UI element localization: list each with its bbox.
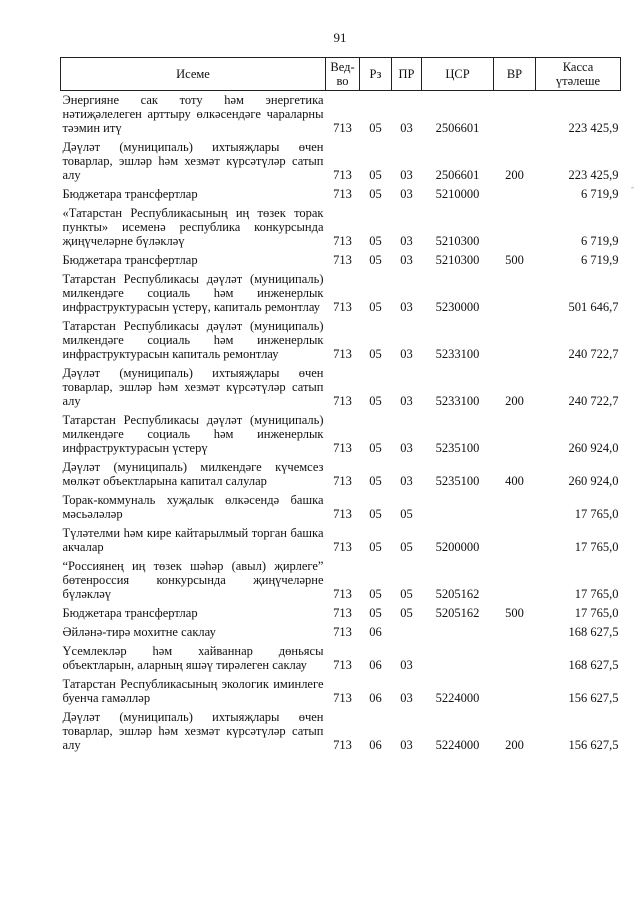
row-dept: 713 (333, 606, 352, 620)
table-row (61, 708, 621, 755)
row-pr: 03 (400, 347, 413, 361)
row-csr: 5235100 (435, 441, 480, 455)
table-row (61, 138, 621, 185)
row-pr: 03 (400, 691, 413, 705)
row-csr: 5205162 (435, 587, 480, 601)
row-csr: 5210300 (435, 234, 480, 248)
row-rz: 06 (369, 658, 382, 672)
table-row (61, 458, 621, 491)
row-csr (422, 491, 494, 524)
column-header-rz: Рз (360, 58, 392, 91)
row-cash: 223 425,9 (568, 121, 619, 135)
table-row (61, 675, 621, 708)
row-pr: 05 (400, 606, 413, 620)
row-name: Торак-коммуналь хуҗалык өлкәсендә башка мәсьәләләр (62, 493, 324, 521)
row-vr (494, 411, 536, 458)
row-name: “Россиянең иң төзек шәһәр (авыл) җирлеге” бөтенроссия конкурсында җиңүчеләрне бүләкләү (62, 559, 324, 601)
row-cash: 260 924,0 (568, 474, 619, 488)
row-name: Түләтелми һәм кире кайтарылмый торган башка акчалар (62, 526, 324, 554)
row-vr (494, 675, 536, 708)
row-rz: 05 (369, 347, 382, 361)
row-pr: 05 (400, 507, 413, 521)
row-name: Татарстан Республикасы дәүләт (муниципаль) милкендәге социаль һәм инженерлык инфраструктурасын капиталь ремонтлау (62, 319, 324, 361)
table-row (61, 411, 621, 458)
row-pr: 03 (400, 121, 413, 135)
row-csr (422, 642, 494, 675)
row-cash: 17 765,0 (574, 540, 619, 554)
row-csr: 5233100 (435, 347, 480, 361)
row-rz: 05 (369, 394, 382, 408)
row-cash: 156 627,5 (568, 691, 619, 705)
row-name: Дәүләт (муниципаль) ихтыяҗлары өчен товарлар, эшләр һәм хезмәт күрсәтүләр сатып алу (62, 710, 324, 752)
row-vr (494, 557, 536, 604)
row-csr: 5200000 (435, 540, 480, 554)
row-rz: 05 (369, 168, 382, 182)
row-rz: 06 (369, 738, 382, 752)
table-header-row (61, 58, 621, 91)
row-vr (494, 623, 536, 642)
row-name: Дәүләт (муниципаль) ихтыяҗлары өчен товарлар, эшләр һәм хезмәт күрсәтүләр сатып алу (62, 366, 324, 408)
row-vr (494, 317, 536, 364)
row-dept: 713 (333, 187, 352, 201)
column-header-pr: ПР (392, 58, 422, 91)
column-header-name: Исеме (61, 58, 326, 91)
row-vr: 200 (505, 738, 524, 752)
row-dept: 713 (333, 121, 352, 135)
table-row (61, 491, 621, 524)
row-vr: 400 (505, 474, 524, 488)
row-dept: 713 (333, 347, 352, 361)
column-header-dept: Вед- во (326, 58, 360, 91)
row-cash: 17 765,0 (574, 507, 619, 521)
row-cash: 240 722,7 (568, 347, 619, 361)
row-cash: 501 646,7 (568, 300, 619, 314)
table-body (61, 91, 621, 756)
table-row (61, 185, 621, 204)
row-pr: 03 (400, 658, 413, 672)
row-dept: 713 (333, 441, 352, 455)
row-vr (494, 91, 536, 139)
table-row (61, 251, 621, 270)
row-csr: 5205162 (435, 606, 480, 620)
row-rz: 05 (369, 606, 382, 620)
row-name: Энергияне сак тоту һәм энергетика нәтиҗәлелеген арттыру өлкәсендәге чараларны тәэмин итү (62, 93, 324, 135)
row-pr: 03 (400, 394, 413, 408)
row-name: Әйләнә-тирә мохитне саклау (62, 625, 216, 639)
row-vr (494, 642, 536, 675)
row-rz: 05 (369, 587, 382, 601)
row-vr: 500 (505, 253, 524, 267)
column-header-cash: Касса үтәлеше (536, 58, 621, 91)
row-name: Татарстан Республикасы дәүләт (муниципаль) милкендәге социаль һәм инженерлык инфраструктурасын үстерү, капиталь ремонтлау (62, 272, 324, 314)
table-row (61, 91, 621, 139)
row-name: Татарстан Республикасы дәүләт (муниципаль) милкендәге социаль һәм инженерлык инфраструктурасын үстерү (62, 413, 324, 455)
table-row (61, 604, 621, 623)
row-csr: 5224000 (435, 691, 480, 705)
row-dept: 713 (333, 587, 352, 601)
table-row (61, 270, 621, 317)
row-dept: 713 (333, 253, 352, 267)
row-pr: 03 (400, 187, 413, 201)
row-name: Татарстан Республикасының экологик иминлеге буенча гамәлләр (62, 677, 324, 705)
column-header-csr: ЦСР (422, 58, 494, 91)
row-pr: 03 (400, 234, 413, 248)
row-csr: 2506601 (435, 121, 480, 135)
row-vr (494, 491, 536, 524)
row-vr (494, 270, 536, 317)
row-cash: 168 627,5 (568, 625, 619, 639)
row-csr: 5210000 (435, 187, 480, 201)
budget-table (60, 57, 621, 755)
row-cash: 260 924,0 (568, 441, 619, 455)
page-number: 91 (333, 30, 347, 45)
row-pr: 05 (400, 540, 413, 554)
row-csr: 5230000 (435, 300, 480, 314)
row-dept: 713 (333, 234, 352, 248)
row-name: Дәүләт (муниципаль) ихтыяҗлары өчен товарлар, эшләр һәм хезмәт күрсәтүләр сатып алу (62, 140, 324, 182)
row-cash: 6 719,9 (581, 187, 619, 201)
row-rz: 05 (369, 441, 382, 455)
row-cash: 156 627,5 (568, 738, 619, 752)
row-rz: 05 (369, 121, 382, 135)
row-pr: 03 (400, 168, 413, 182)
row-dept: 713 (333, 168, 352, 182)
table-row (61, 623, 621, 642)
row-name: Бюджетара трансфертлар (62, 606, 198, 620)
row-cash: 6 719,9 (581, 253, 619, 267)
row-dept: 713 (333, 507, 352, 521)
row-cash: 17 765,0 (574, 587, 619, 601)
row-pr: 03 (400, 474, 413, 488)
column-header-vr: ВР (494, 58, 536, 91)
row-rz: 05 (369, 300, 382, 314)
row-pr: 03 (400, 300, 413, 314)
row-dept: 713 (333, 658, 352, 672)
row-cash: 17 765,0 (574, 606, 619, 620)
row-rz: 05 (369, 253, 382, 267)
row-vr (494, 185, 536, 204)
row-cash: 168 627,5 (568, 658, 619, 672)
row-vr: 200 (505, 394, 524, 408)
table-row (61, 364, 621, 411)
row-dept: 713 (333, 474, 352, 488)
row-dept: 713 (333, 738, 352, 752)
row-rz: 05 (369, 234, 382, 248)
row-pr: 03 (400, 441, 413, 455)
row-cash: 6 719,9 (581, 234, 619, 248)
row-pr: 03 (400, 738, 413, 752)
row-name: Бюджетара трансфертлар (62, 187, 198, 201)
edge-mark: - (631, 182, 634, 192)
row-cash: 240 722,7 (568, 394, 619, 408)
row-csr: 5210300 (435, 253, 480, 267)
table-row (61, 524, 621, 557)
row-rz: 05 (369, 507, 382, 521)
row-csr (422, 623, 494, 642)
row-rz: 06 (369, 625, 382, 639)
row-name: «Татарстан Республикасының иң төзек торак пункты» исеменә республика конкурсында җиңүчеләрне бүләкләү (62, 206, 324, 248)
row-dept: 713 (333, 625, 352, 639)
table-row (61, 642, 621, 675)
row-vr (494, 524, 536, 557)
row-dept: 713 (333, 691, 352, 705)
row-name: Дәүләт (муниципаль) милкендәге күчемсез мөлкәт объектларына капитал салулар (62, 460, 324, 488)
row-vr (494, 204, 536, 251)
row-rz: 06 (369, 691, 382, 705)
row-csr: 5224000 (435, 738, 480, 752)
row-cash: 223 425,9 (568, 168, 619, 182)
row-pr: 05 (400, 587, 413, 601)
row-vr: 200 (505, 168, 524, 182)
row-name: Үсемлекләр һәм хайваннар дөньясы объектларын, аларның яшәү тирәлеген саклау (62, 644, 324, 672)
row-dept: 713 (333, 300, 352, 314)
row-dept: 713 (333, 394, 352, 408)
row-csr: 5233100 (435, 394, 480, 408)
row-name: Бюджетара трансфертлар (62, 253, 198, 267)
row-pr: 03 (400, 253, 413, 267)
row-rz: 05 (369, 540, 382, 554)
table-row (61, 317, 621, 364)
table-row (61, 204, 621, 251)
row-pr (392, 623, 422, 642)
row-csr: 5235100 (435, 474, 480, 488)
row-vr: 500 (505, 606, 524, 620)
row-csr: 2506601 (435, 168, 480, 182)
table-row (61, 557, 621, 604)
row-dept: 713 (333, 540, 352, 554)
row-rz: 05 (369, 187, 382, 201)
row-rz: 05 (369, 474, 382, 488)
